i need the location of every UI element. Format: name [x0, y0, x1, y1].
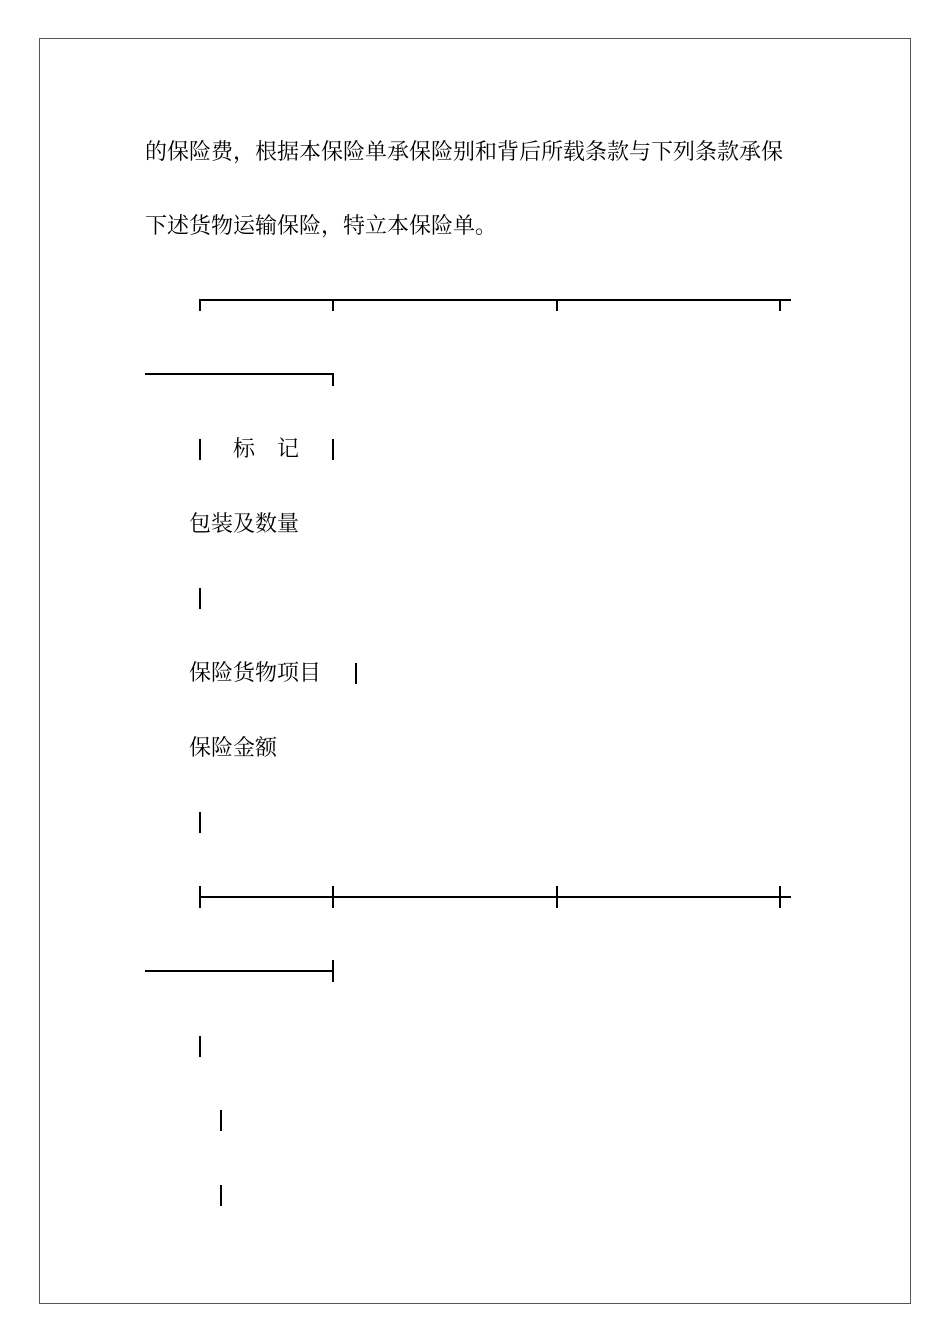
table-tick — [556, 299, 558, 311]
cell-separator — [199, 588, 201, 609]
cell-separator — [220, 1185, 222, 1206]
table-cross — [332, 886, 334, 908]
table-middle-border-continued — [145, 970, 334, 972]
table-cross — [779, 886, 781, 908]
cell-separator — [199, 439, 201, 460]
table-top-border-continued — [145, 373, 334, 375]
cell-separator — [355, 663, 357, 684]
cell-mark: 标 记 — [233, 437, 300, 462]
paragraph-line-2: 下述货物运输保险，特立本保险单。 — [145, 214, 498, 239]
table-middle-border — [199, 896, 791, 898]
table-top-border — [199, 299, 791, 301]
table-corner-tick — [332, 373, 334, 386]
table-tick — [332, 299, 334, 311]
cell-separator — [332, 439, 334, 460]
table-corner-tick — [332, 960, 334, 982]
cell-separator — [199, 812, 201, 833]
cell-insured-amount: 保险金额 — [189, 736, 278, 761]
table-tick — [199, 299, 201, 311]
table-cross — [556, 886, 558, 908]
cell-separator — [220, 1110, 222, 1131]
cell-separator — [199, 1036, 201, 1057]
paragraph-line-1: 的保险费，根据本保险单承保险别和背后所载条款与下列条款承保 — [145, 140, 784, 165]
cell-insured-goods: 保险货物项目 — [189, 661, 322, 686]
table-tick — [779, 299, 781, 311]
cell-packing-quantity: 包装及数量 — [189, 512, 300, 537]
table-cross — [199, 886, 201, 908]
